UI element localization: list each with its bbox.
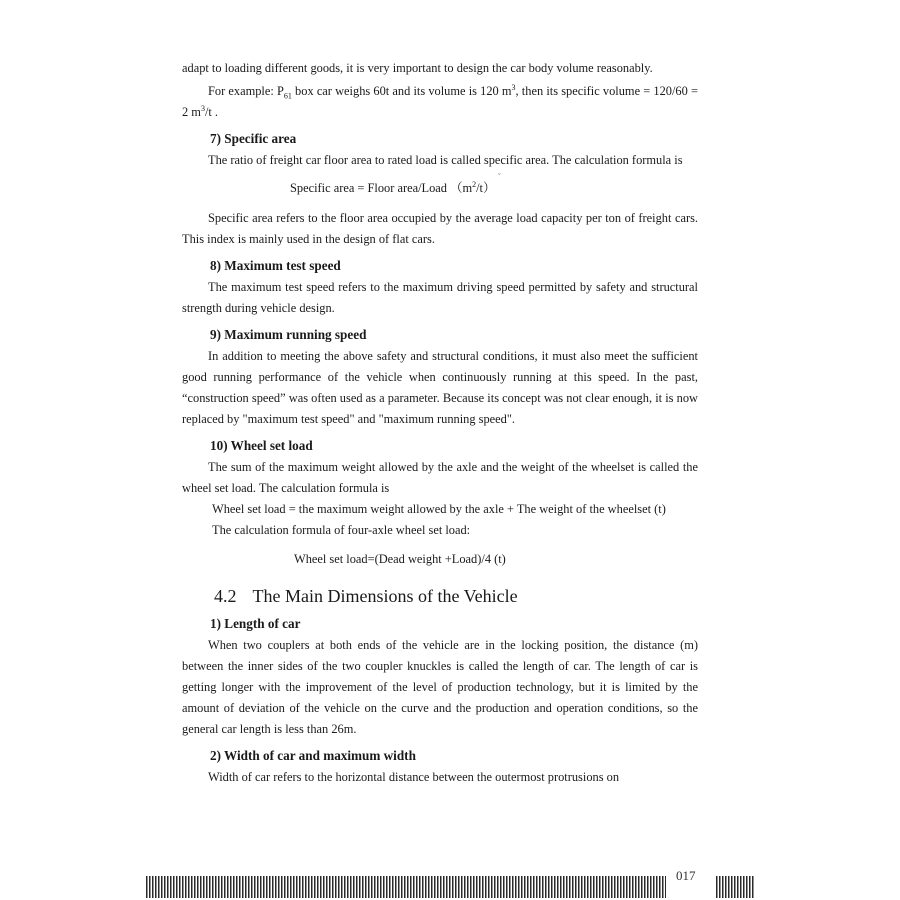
paragraph-specific-area-1: The ratio of freight car floor area to rated load is called specific area. The calculation formula is [208,153,683,167]
heading-max-test-speed: 8) Maximum test speed [210,258,341,273]
paragraph-max-test-speed: The maximum test speed refers to the maximum driving speed permitted by safety and structural strength during vehicle design. [182,280,698,315]
example-text-c: , then its specific volume = 120/60 = 2 m [182,84,698,119]
paragraph-width-of-car: Width of car refers to the horizontal distance between the outermost protrusions on [208,770,620,784]
example-superscript-2: 3 [200,103,205,113]
paragraph-specific-area-2: Specific area refers to the floor area occupied by the average load capacity per ton of freight cars. This index is mainly used in the design of flat cars. [182,211,698,246]
formula-specific-area-sup: 2 [472,179,477,189]
formula-specific-area-a: Specific area = Floor area/Load （m [290,181,473,195]
paragraph-max-running-speed: In addition to meeting the above safety and structural conditions, it must also meet the sufficient good running performance of the vehicle when continuously running at this speed. In the past, “construction speed” was often used as a parameter. Because its concept was not clear enough, it is now replaced by "maximum test speed" and "maximum running speed". [182,349,698,426]
footer-barcode-right [716,876,754,898]
paragraph-length-of-car: When two couplers at both ends of the vehicle are in the locking position, the distance (m) between the inner sides of the two coupler knuckles is called the length of car. The length of car is getting longer with the improvement of the level of production technology, but it is limited by the amount of deviation of the vehicle on the curve and the production and operation conditions, so the general car length is less than 26m. [182,638,698,736]
paragraph-intro-continuation: adapt to loading different goods, it is very important to design the car body volume reasonably. [182,61,653,75]
example-subscript: 61 [283,91,292,101]
formula-specific-area [290,178,698,199]
example-superscript: 3 [511,82,516,92]
section-number: 4.2 [214,586,237,606]
scan-speck: ˇ [498,172,501,181]
example-text-d: /t . [204,105,219,119]
paragraph-wheel-set-load-1: The sum of the maximum weight allowed by the axle and the weight of the wheelset is called the wheel set load. The calculation formula is [182,460,698,495]
page-number: 017 [676,868,696,883]
example-text-b: box car weighs 60t and its volume is 120 m [291,84,512,98]
heading-max-running-speed: 9) Maximum running speed [210,327,367,342]
heading-specific-area: 7) Specific area [210,131,297,146]
section-heading [214,584,698,608]
paragraph-example [182,81,698,123]
formula-specific-area-b: /t） [476,181,496,195]
section-title: The Main Dimensions of the Vehicle [252,586,518,606]
heading-wheel-set-load: 10) Wheel set load [210,438,313,453]
footer-barcode-left [146,876,666,898]
formula-four-axle: Wheel set load=(Dead weight +Load)/4 (t) [294,552,506,566]
example-text-a: For example: P [208,84,284,98]
formula-wheel-set-load: Wheel set load = the maximum weight allowed by the axle + The weight of the wheelset (t) [212,502,666,516]
paragraph-four-axle: The calculation formula of four-axle wheel set load: [212,523,471,537]
page-body [182,58,698,788]
heading-length-of-car: 1) Length of car [210,616,301,631]
heading-width-of-car: 2) Width of car and maximum width [210,748,416,763]
